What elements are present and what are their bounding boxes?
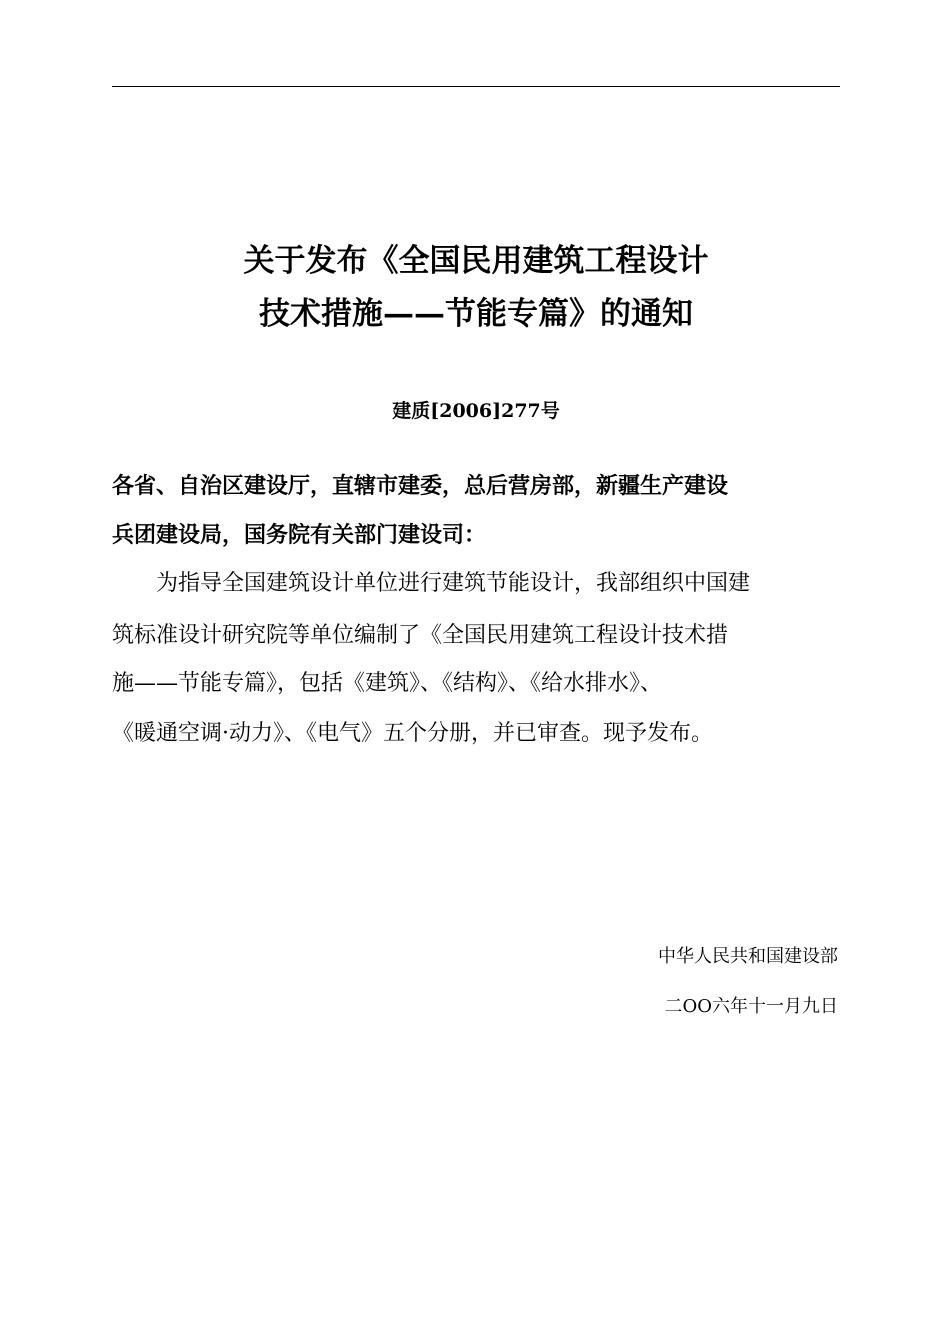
document-title-line-2: 技术措施——节能专篇》的通知 xyxy=(259,296,693,332)
document-number: 建质[2006]277号 xyxy=(392,400,560,422)
document-title-line-1: 关于发布《全国民用建筑工程设计 xyxy=(243,243,709,279)
addressee-line-1: 各省、自治区建设厅，直辖市建委，总后营房部，新疆生产建设 xyxy=(112,473,729,499)
body-text-line-1: 为指导全国建筑设计单位进行建筑节能设计，我部组织中国建 xyxy=(156,571,751,596)
addressee-line-2: 兵团建设局，国务院有关部门建设司： xyxy=(112,522,487,548)
body-text-line-4: 《暖通空调·动力》、《电气》五个分册，并已审查。现予发布。 xyxy=(112,721,713,746)
header-rule xyxy=(112,86,840,87)
body-text-line-2: 筑标准设计研究院等单位编制了《全国民用建筑工程设计技术措 xyxy=(112,623,729,648)
signature-date: 二OO六年十一月九日 xyxy=(664,996,838,1017)
signature-organization: 中华人民共和国建设部 xyxy=(658,946,838,967)
body-text-line-3: 施——节能专篇》，包括《建筑》、《结构》、《给水排水》、 xyxy=(112,671,663,696)
